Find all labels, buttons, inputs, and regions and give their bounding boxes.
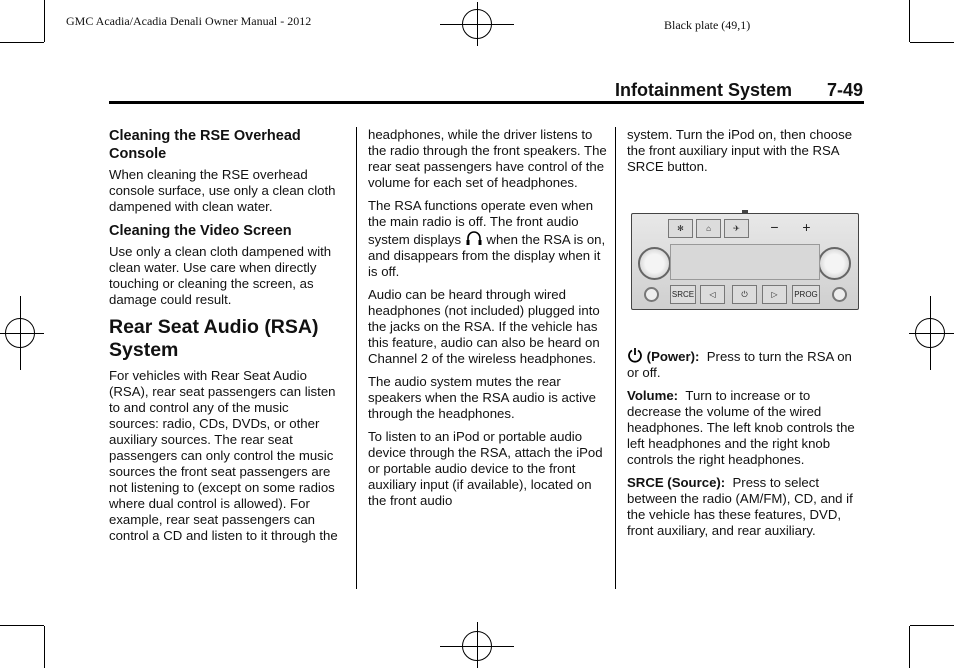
power-button[interactable]: ⏻ bbox=[732, 285, 757, 304]
crop-mark bbox=[44, 626, 45, 668]
right-headphone-jack[interactable] bbox=[832, 287, 847, 302]
power-label: (Power): bbox=[646, 349, 700, 364]
paragraph bbox=[368, 198, 608, 280]
heading-cleaning-screen: Cleaning the Video Screen bbox=[109, 223, 292, 239]
paragraph: For vehicles with Rear Seat Audio (RSA), rear seat passengers can listen to and control any of the music sources: radio, CDs, DVDs, or other auxiliary sources. The rear seat passengers can only control the music sources the front seat passengers are not listening to (except on some radios where dual control is allowed). For example, rear seat passengers can control a CD and listen to it through the bbox=[109, 368, 338, 543]
panel-tab bbox=[742, 210, 748, 214]
plate-label: Black plate (49,1) bbox=[664, 18, 751, 32]
manual-title: GMC Acadia/Acadia Denali Owner Manual - 2012 bbox=[66, 14, 312, 28]
power-icon bbox=[627, 347, 643, 363]
crop-mark bbox=[0, 42, 44, 43]
rear-climate-button[interactable]: ✻ bbox=[668, 219, 693, 238]
plus-button[interactable]: + bbox=[802, 219, 811, 235]
paragraph: headphones, while the driver listens to the radio through the front speakers. The rear seat passengers have control of the volume for each set of headphones. bbox=[368, 127, 607, 190]
volume-description bbox=[627, 388, 863, 468]
power-description bbox=[627, 347, 863, 381]
column-divider bbox=[615, 127, 616, 589]
panel-display bbox=[670, 244, 820, 280]
column-3-lower bbox=[627, 347, 863, 546]
column-1 bbox=[109, 127, 341, 551]
paragraph: To listen to an iPod or portable audio device through the RSA, attach the iPod or portable audio device to the front auxiliary input (if available), located on the front audio bbox=[368, 429, 603, 508]
crop-mark bbox=[910, 625, 954, 626]
volume-text: Turn to increase or to decrease the volume of the wired headphones. The left knob controls the left headphones and the right knob controls the right headphones. bbox=[627, 388, 855, 467]
column-divider bbox=[356, 127, 357, 589]
heading-cleaning-overhead: Cleaning the RSE Overhead Console bbox=[109, 128, 301, 162]
left-volume-knob[interactable] bbox=[638, 247, 671, 280]
left-headphone-jack[interactable] bbox=[644, 287, 659, 302]
paragraph-part: when the RSA is on, and disappears from the display when it is off. bbox=[368, 232, 606, 279]
next-button[interactable]: ▷ bbox=[762, 285, 787, 304]
crop-mark bbox=[0, 625, 44, 626]
crop-mark bbox=[909, 0, 910, 42]
headphones-icon bbox=[465, 230, 483, 246]
home-button[interactable]: ⌂ bbox=[696, 219, 721, 238]
seat-button[interactable]: ✈ bbox=[724, 219, 749, 238]
crop-mark bbox=[909, 626, 910, 668]
srce-label: SRCE (Source): bbox=[627, 475, 726, 490]
page-number: 7-49 bbox=[827, 80, 864, 100]
rsa-control-panel bbox=[631, 213, 859, 310]
header-rule bbox=[109, 101, 864, 104]
srce-description bbox=[627, 475, 863, 539]
column-2 bbox=[368, 127, 608, 516]
paragraph: When cleaning the RSE overhead console surface, use only a clean cloth dampened with clean water. bbox=[109, 167, 336, 214]
srce-text: Press to select between the radio (AM/FM), CD, and if the vehicle has these features, DVD, front auxiliary, and rear auxiliary. bbox=[627, 475, 853, 538]
paragraph: system. Turn the iPod on, then choose the front auxiliary input with the RSA SRCE button. bbox=[627, 127, 853, 174]
paragraph: The audio system mutes the rear speakers when the RSA audio is active through the headphones. bbox=[368, 374, 596, 421]
paragraph: Audio can be heard through wired headphones (not included) plugged into the jacks on the RSA. If the vehicle has this feature, audio can also be heard on Channel 2 of the wireless headphones. bbox=[368, 287, 600, 366]
paragraph-part: The RSA functions operate even when the main radio is off. The front audio system displays bbox=[368, 198, 594, 247]
srce-button[interactable]: SRCE bbox=[670, 285, 696, 304]
heading-rsa: Rear Seat Audio (RSA) System bbox=[109, 316, 319, 361]
minus-button[interactable]: − bbox=[770, 219, 779, 235]
paragraph: Use only a clean cloth dampened with clean water. Use care when directly touching or cleaning the screen, as damage could result. bbox=[109, 244, 332, 307]
right-volume-knob[interactable] bbox=[818, 247, 851, 280]
crop-mark bbox=[910, 42, 954, 43]
power-text: Press to turn the RSA on or off. bbox=[627, 349, 852, 380]
section-title: Infotainment System bbox=[615, 80, 793, 100]
volume-label: Volume: bbox=[627, 388, 679, 403]
prog-button[interactable]: PROG bbox=[792, 285, 820, 304]
column-3 bbox=[627, 127, 863, 182]
prev-button[interactable]: ◁ bbox=[700, 285, 725, 304]
crop-mark bbox=[44, 0, 45, 42]
